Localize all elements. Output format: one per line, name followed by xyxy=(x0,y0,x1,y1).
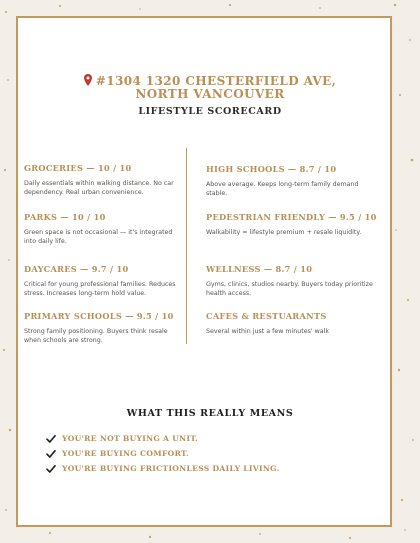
score-description: Critical for young professional families. Reduces stress. Increases long-term hold value. xyxy=(24,281,176,297)
score-description: Daily essentials within walking distance. No car dependency. Real urban convenience. xyxy=(24,180,174,196)
score-item-wellness xyxy=(206,264,376,298)
address-line-1: #1304 1320 CHESTERFIELD AVE, xyxy=(95,74,337,88)
score-description: Gyms, clinics, studios nearby. Buyers today prioritize health access. xyxy=(206,281,373,297)
meaning-bullet-text: YOU'RE BUYING FRICTIONLESS DAILY LIVING. xyxy=(62,464,280,473)
score-title: CAFES & RESTUARANTS xyxy=(206,311,327,321)
meaning-title: WHAT THIS REALLY MEANS xyxy=(126,408,294,419)
meaning-bullet-text: YOU'RE BUYING COMFORT. xyxy=(62,449,189,458)
column-divider xyxy=(186,148,187,344)
property-address xyxy=(0,74,420,101)
score-item-parks xyxy=(24,212,184,246)
meaning-bullet-text: YOU'RE NOT BUYING A UNIT. xyxy=(62,434,199,443)
score-title: PRIMARY SCHOOLS — 9.5 / 10 xyxy=(24,311,174,321)
score-title: PEDESTRIAN FRIENDLY — 9.5 / 10 xyxy=(206,212,377,222)
score-item-high-schools xyxy=(206,164,376,198)
scorecard-title: LIFESTYLE SCORECARD xyxy=(138,106,282,117)
check-icon xyxy=(46,449,56,459)
check-icon xyxy=(46,434,56,444)
score-item-daycares xyxy=(24,264,184,298)
meaning-bullet xyxy=(46,446,280,461)
score-title: DAYCARES — 9.7 / 10 xyxy=(24,264,129,274)
location-pin-icon xyxy=(84,74,92,86)
score-item-pedestrian-friendly xyxy=(206,212,376,237)
score-description: Walkability = lifestyle premium + resale liquidity. xyxy=(206,229,362,236)
score-title: GROCERIES — 10 / 10 xyxy=(24,163,132,173)
score-item-groceries xyxy=(24,163,184,197)
check-icon xyxy=(46,464,56,474)
score-item-primary-schools xyxy=(24,311,184,345)
score-title: PARKS — 10 / 10 xyxy=(24,212,106,222)
score-item-cafes-restaurants xyxy=(206,311,376,336)
score-description: Above average. Keeps long-term family demand stable. xyxy=(206,181,359,197)
meaning-bullet xyxy=(46,431,280,446)
score-title: WELLNESS — 8.7 / 10 xyxy=(206,264,313,274)
score-description: Strong family positioning. Buyers think resale when schools are strong. xyxy=(24,328,168,344)
score-description: Several within just a few minutes' walk xyxy=(206,328,329,335)
score-title: HIGH SCHOOLS — 8.7 / 10 xyxy=(206,164,337,174)
address-line-2: NORTH VANCOUVER xyxy=(135,87,285,101)
meaning-list xyxy=(46,431,280,476)
score-description: Green space is not occasional — it's integrated into daily life. xyxy=(24,229,173,245)
meaning-bullet xyxy=(46,461,280,476)
